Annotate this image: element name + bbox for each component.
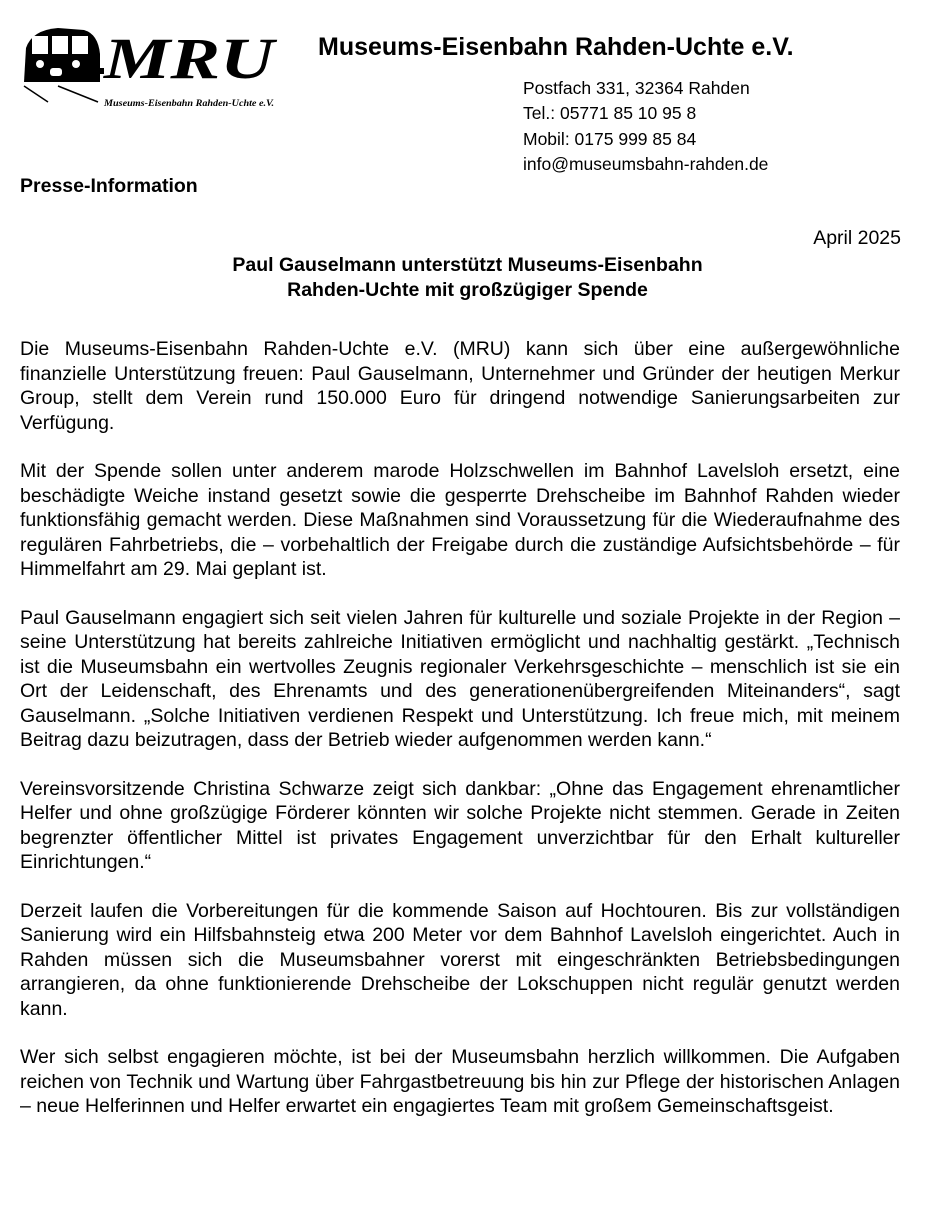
article-body [20,337,900,1143]
paragraph: Vereinsvorsitzende Christina Schwarze zeigt sich dankbar: „Ohne das Engagement ehrenamtlicher Helfer und ohne großzügige Förderer könnten wir solche Projekte nicht stemmen. Gerade in Zeiten begrenzter öffentlicher Mittel ist privates Engagement unverzichtbar für den Erhalt kultureller Einrichtungen.“ [20,777,900,873]
headline [0,253,935,303]
paragraph: Die Museums-Eisenbahn Rahden-Uchte e.V. (MRU) kann sich über eine außergewöhnliche finanzielle Unterstützung freuen: Paul Gauselmann, Unternehmer und Gründer der heutigen Merkur Group, stellt dem Verein rund 150.000 Euro für dringend notwendige Sanierungsarbeiten zur Verfügung. [20,338,900,434]
phone-number: Tel.: 05771 85 10 95 8 [523,103,697,124]
headline-line-2: Rahden-Uchte mit großzügiger Spende [287,279,648,301]
paragraph: Paul Gauselmann engagiert sich seit vielen Jahren für kulturelle und soziale Projekte in der Region – seine Unterstützung hat bereits zahlreiche Initiativen ermöglicht und nachhaltig gestärkt. „Technisch ist die Museumsbahn ein wertvolles Zeugnis regionaler Verkehrsgeschichte – menschlich ist sie ein Ort der Leidenschaft, des Ehrenamts und des generationenübergreifenden Miteinanders“, sagt Gauselmann. „Solche Initiativen verdienen Respekt und Unterstützung. Ich freue mich, mit meinem Beitrag dazu beizutragen, dass der Betrieb wieder aufgenommen werden kann.“ [20,606,900,751]
mobile-number: Mobil: 0175 999 85 84 [523,128,697,149]
contact-block [523,76,768,177]
paragraph: Derzeit laufen die Vorbereitungen für die kommende Saison auf Hochtouren. Bis zur vollständigen Sanierung wird ein Hilfsbahnsteig etwa 200 Meter vor dem Bahnhof Lavelsloh eingerichtet. Auch in Rahden müssen sich die Museumsbahner vorerst mit eingeschränkten Betriebsbedingungen arrangieren, da ohne funktionierende Drehscheibe der Lokschuppen nicht regulär genutzt werden kann. [20,899,900,1020]
paragraph: Mit der Spende sollen unter anderem marode Holzschwellen im Bahnhof Lavelsloh ersetzt, eine beschädigte Weiche instand gesetzt sowie die gesperrte Drehscheibe im Bahnhof Rahden wieder funktionsfähig gemacht werden. Diese Maßnahmen sind Voraussetzung für die Wiederaufnahme des regulären Fahrbetriebs, die – vorbehaltlich der Freigabe durch die zuständige Aufsichtsbehörde – für Himmelfahrt am 29. Mai geplant ist. [20,460,900,580]
logo-text: MRU [102,26,278,91]
railcar-icon [24,28,104,102]
mru-logo [18,24,280,110]
logo-subtitle: Museums-Eisenbahn Rahden-Uchte e.V. [102,98,275,108]
document-date: April 2025 [813,227,901,249]
postal-address: Postfach 331, 32364 Rahden [523,78,750,98]
headline-line-1: Paul Gauselmann unterstützt Museums-Eisenbahn [232,254,703,276]
email-address: info@museumsbahn-rahden.de [523,153,769,174]
organization-name: Museums-Eisenbahn Rahden-Uchte e.V. [318,33,794,61]
document-type-label: Presse-Information [20,175,198,197]
paragraph: Wer sich selbst engagieren möchte, ist bei der Museumsbahn herzlich willkommen. Die Aufgaben reichen von Technik und Wartung über Fahrgastbetreuung bis hin zur Pflege der historischen Anlagen – neue Helferinnen und Helfer erwartet ein engagiertes Team mit großem Gemeinschaftsgeist. [20,1046,900,1117]
